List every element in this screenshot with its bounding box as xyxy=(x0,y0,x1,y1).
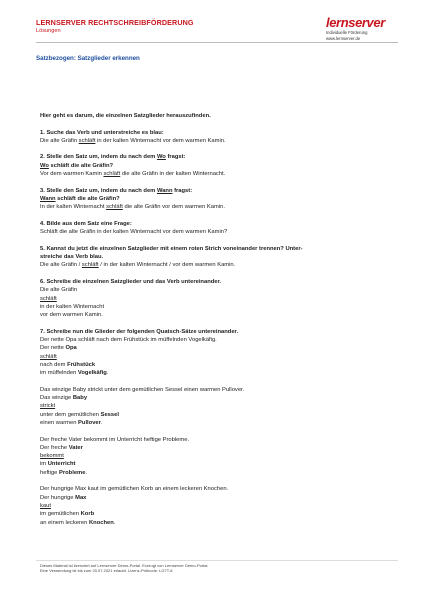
verb: schläft xyxy=(106,204,123,211)
part-line: an einem leckeren Knochen. xyxy=(40,519,116,526)
logo-url: www.lernserver.de xyxy=(326,36,361,41)
footer-line: Eine Verwendung ist bis zum 20.07.2021 erlaubt. Lizenz-Prüfcode: LG7T-6 xyxy=(40,568,173,574)
part-line: Der hungrige Max xyxy=(40,494,87,501)
header-title: LERNSERVER RECHTSCHREIBFÖRDERUNG xyxy=(36,18,194,27)
lernserver-logo[interactable] xyxy=(326,16,398,41)
part-line: nach dem Frühstück xyxy=(40,361,96,368)
task-6-verb: schläft xyxy=(40,295,57,302)
verb: schläft xyxy=(78,137,96,144)
task-7-heading: 7. Schreibe nun die Glieder der folgenden Quatsch-Sätze untereinander. xyxy=(40,328,239,335)
task-6-line: in der kalten Winternacht xyxy=(40,303,105,310)
license-footer xyxy=(40,563,209,573)
part-verb: bekommt xyxy=(40,453,64,460)
part-line: im gemütlichen Korb xyxy=(40,511,95,518)
part-line: heftige Probleme. xyxy=(40,469,88,476)
header-subtitle: Lösungen xyxy=(36,28,61,34)
task-1-answer: Die alte Gräfin schläft in der kalten Winternacht vor dem warmen Kamin. xyxy=(40,137,226,144)
quatsch-sentence: Der freche Vater bekommt im Unterricht heftige Probleme. xyxy=(40,436,190,443)
part-line: einen warmen Pullover. xyxy=(40,419,103,426)
task-2-question: Wo schläft die alte Gräfin? xyxy=(40,162,114,169)
part-verb: schläft xyxy=(40,353,57,360)
part-line: Der freche Vater xyxy=(40,444,83,451)
task-4-heading: 4. Bilde aus dem Satz eine Frage: xyxy=(40,220,132,227)
task-2-answer: Vor dem warmen Kamin schläft die alte Gräfin in der kalten Winternacht. xyxy=(40,171,226,178)
footer-line: Dieses Material ist lizenziert auf Lernserver Demo-Portal. Erzeugt von Lernserver Demo-Portal. xyxy=(40,563,209,568)
part-line: Der nette Opa xyxy=(40,345,77,352)
part-line: Das winzige Baby xyxy=(40,395,88,402)
quatsch-sentence: Der nette Opa schläft nach dem Frühstück im müffelnden Vogelkäfig. xyxy=(40,337,217,344)
task-1-heading: 1. Suche das Verb und unterstreiche es blau: xyxy=(40,129,164,136)
part-verb: kaut xyxy=(40,502,51,509)
section-title: Satzbezogen: Satzglieder erkennen xyxy=(36,55,140,62)
logo-tagline: Individuelle Förderung xyxy=(326,30,368,35)
task-5-heading-cont: streiche das Verb blau. xyxy=(40,254,104,261)
task-6-line: vor dem warmen Kamin. xyxy=(40,312,103,319)
header-divider xyxy=(36,42,398,43)
verb: schläft xyxy=(81,262,99,269)
task-2-heading: 2. Stelle den Satz um, indem du nach dem Wo fragst: xyxy=(40,154,186,161)
logo-wordmark: lernserver xyxy=(326,15,385,30)
task-6-line: Die alte Gräfin xyxy=(40,287,78,294)
task-5-answer: Die alte Gräfin / schläft / in der kalten Winternacht / vor dem warmen Kamin. xyxy=(40,262,236,269)
task-3-heading: 3. Stelle den Satz um, indem du nach dem Wann fragst: xyxy=(40,187,193,194)
task-3-question: Wann schläft die alte Gräfin? xyxy=(40,195,120,202)
task-6-heading: 6. Schreibe die einzelnen Satzglieder und das Verb untereinander. xyxy=(40,278,222,285)
footer-divider xyxy=(36,560,398,561)
task-5-heading: 5. Kannst du jetzt die einzelnen Satzglieder mit einem roten Strich voneinander trennen? Unter- xyxy=(40,245,303,252)
task-3-answer: In der kalten Winternacht schläft die alte Gräfin vor dem warmen Kamin. xyxy=(40,204,225,211)
quatsch-sentence: Das winzige Baby strickt unter dem gemütlichen Sessel einen warmen Pullover. xyxy=(40,386,245,393)
part-line: im müffelnden Vogelkäfig. xyxy=(40,370,109,377)
part-verb: strickt xyxy=(40,403,56,410)
worksheet-content xyxy=(40,112,400,527)
part-line: unter dem gemütlichen Sessel xyxy=(40,411,119,418)
task-4-answer: Schläft die alte Gräfin in der kalten Winternacht vor dem warmen Kamin? xyxy=(40,229,228,236)
intro-text: Hier geht es darum, die einzelnen Satzglieder herauszufinden. xyxy=(40,113,211,119)
quatsch-sentence: Der hungrige Max kaut im gemütlichen Korb an einem leckeren Knochen. xyxy=(40,486,229,493)
part-line: im Unterricht xyxy=(40,461,76,468)
verb: schläft xyxy=(103,171,121,178)
